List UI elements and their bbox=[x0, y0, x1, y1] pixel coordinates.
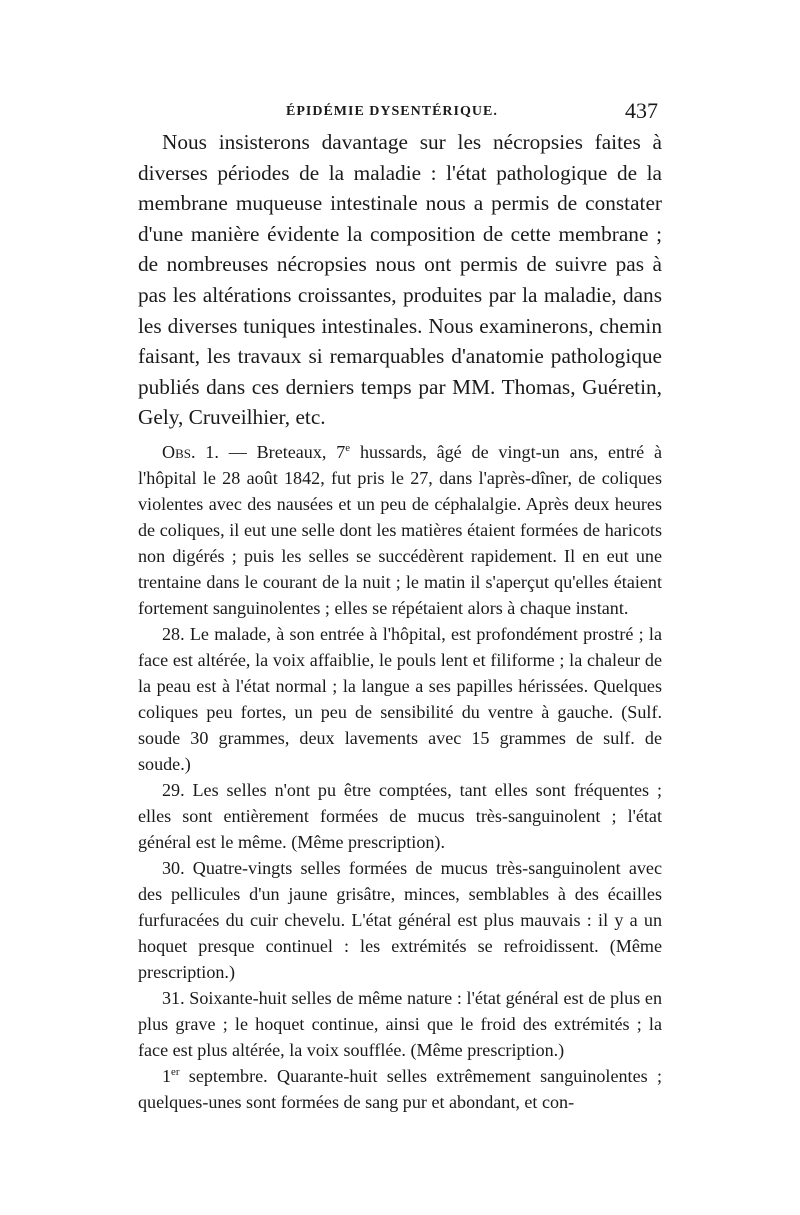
entry-text: septembre. Quarante-huit selles extrêmement sanguinolentes ; quelques-unes sont formées de sang pur et abondant, et con- bbox=[138, 1065, 662, 1112]
observation-opening bbox=[138, 439, 662, 621]
observation-entry-last bbox=[138, 1063, 662, 1115]
observation-opening-text: — Breteaux, 7 bbox=[218, 441, 346, 462]
observation-entry: 28. Le malade, à son entrée à l'hôpital, est profondément prostré ; la face est altérée, la voix affaiblie, le pouls lent et filiforme ; la chaleur de la peau est à l'état normal ; la langue a ses papilles hérissées. Quelques coliques peu fortes, un peu de sensibilité du ventre à gauche. (Sulf. soude 30 grammes, deux lavements avec 15 grammes de sulf. de soude.) bbox=[138, 623, 662, 774]
page-header bbox=[138, 92, 660, 128]
entry-day-number: 1 bbox=[162, 1065, 172, 1086]
observation-entry: 31. Soixante-huit selles de même nature : l'état général est de plus en plus grave ; le hoquet continue, ainsi que le froid des extrémités ; la face est plus altérée, la voix soufflée. (Même prescription.) bbox=[138, 987, 662, 1060]
running-head: ÉPIDÉMIE DYSENTÉRIQUE. bbox=[286, 104, 498, 119]
ordinal-suffix: e bbox=[345, 441, 351, 454]
observation-opening-text-rest: hussards, âgé de vingt-un ans, entré à l'hôpital le 28 août 1842, fut pris le 27, dans l'après-dîner, de coliques violentes avec des nausées et un peu de céphalalgie. Après deux heures de coliques, il eut une selle dont les matières étaient formées de haricots non digérés ; puis les selles se succédèrent rapidement. Il en eut une trentaine dans le courant de la nuit ; le matin il s'aperçut qu'elles étaient fortement sanguinolentes ; elles se répétaient alors à chaque instant. bbox=[138, 441, 662, 618]
observation-entry: 30. Quatre-vingts selles formées de mucus très-sanguinolent avec des pellicules d'un jaune grisâtre, minces, semblables à des écailles furfuracées du cuir chevelu. L'état général est plus mauvais : il y a un hoquet presque continuel : les extrémités se refroidissent. (Même prescription.) bbox=[138, 857, 662, 982]
ordinal-suffix: er bbox=[171, 1065, 180, 1078]
page-number: 437 bbox=[625, 98, 658, 123]
observation-entry: 29. Les selles n'ont pu être comptées, tant elles sont fréquentes ; elles sont entièrement formées de mucus très-sanguinolent ; l'état général est le même. (Même prescription). bbox=[138, 779, 662, 852]
observation-label: Obs. 1. bbox=[162, 441, 219, 462]
page-body bbox=[138, 127, 662, 1115]
observation-section bbox=[138, 439, 662, 1115]
intro-section bbox=[138, 127, 662, 433]
intro-paragraph: Nous insisterons davantage sur les nécropsies faites à diverses périodes de la maladie : l'état pathologique de la membrane muqueuse intestinale nous a permis de constater d'une manière évidente la composition de cette membrane ; de nombreuses nécropsies nous ont permis de suivre pas à pas les altérations croissantes, produites par la maladie, dans les diverses tuniques intestinales. Nous examinerons, chemin faisant, les travaux si remarquables d'anatomie pathologique publiés dans ces derniers temps par MM. Thomas, Guéretin, Gely, Cruveilhier, etc. bbox=[138, 130, 662, 430]
